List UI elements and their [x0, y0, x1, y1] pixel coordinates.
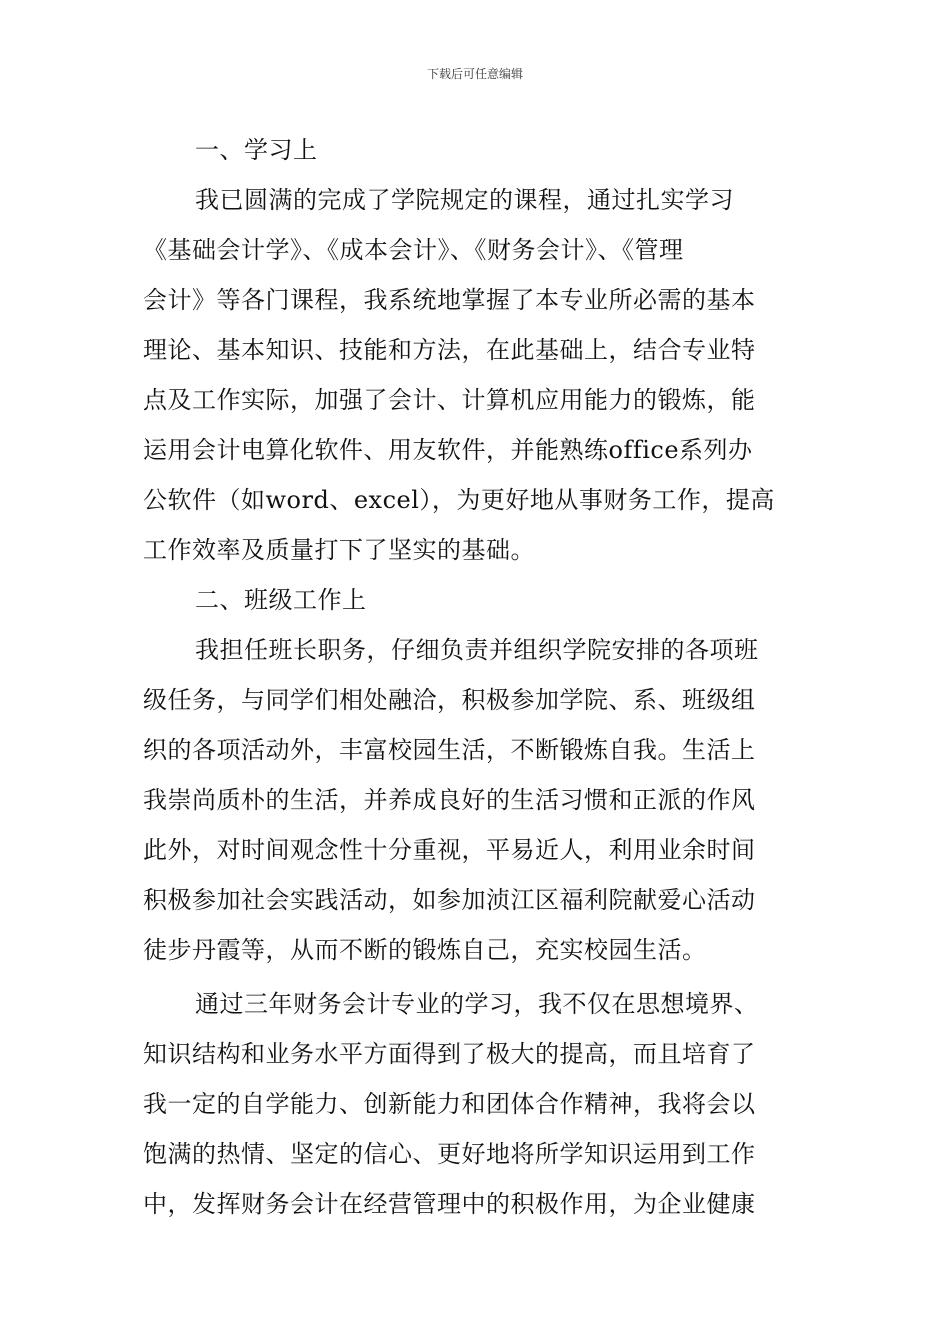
- paragraph-line: 积极参加社会实践活动，如参加浈江区福利院献爱心活动: [143, 886, 756, 914]
- paragraph-line: 点及工作实际，加强了会计、计算机应用能力的锻炼，能: [143, 386, 756, 414]
- paragraph-line: 《基础会计学》、《成本会计》、《财务会计》、《管理: [143, 236, 684, 264]
- paragraph-line: 运用会计电算化软件、用友软件，并能熟练office系列办: [143, 436, 753, 464]
- paragraph-line: 知识结构和业务水平方面得到了极大的提高，而且培育了: [143, 1040, 756, 1068]
- document-body: [143, 125, 808, 1229]
- section-heading-study: 一、学习上: [195, 136, 318, 164]
- paragraph-line: 通过三年财务会计专业的学习，我不仅在思想境界、: [195, 990, 759, 1018]
- paragraph-line: 织的各项活动外，丰富校园生活，不断锻炼自我。生活上: [143, 736, 756, 764]
- paragraph-line: 我崇尚质朴的生活，并养成良好的生活习惯和正派的作风: [143, 786, 756, 814]
- paragraph-line: 饱满的热情、坚定的信心、更好地将所学知识运用到工作: [143, 1140, 756, 1168]
- paragraph-line: 公软件（如word、excel），为更好地从事财务工作，提高: [143, 486, 775, 514]
- paragraph-line: 此外，对时间观念性十分重视，平易近人，利用业余时间: [143, 836, 756, 864]
- paragraph-line: 中，发挥财务会计在经营管理中的积极作用，为企业健康: [143, 1190, 756, 1218]
- paragraph-line: 理论、基本知识、技能和方法，在此基础上，结合专业特: [143, 336, 756, 364]
- paragraph-line: 会计》等各门课程，我系统地掌握了本专业所必需的基本: [143, 286, 756, 314]
- section-heading-class-work: 二、班级工作上: [195, 586, 367, 614]
- paragraph-line: 我一定的自学能力、创新能力和团体合作精神，我将会以: [143, 1090, 756, 1118]
- header-note: 下载后可任意编辑: [426, 67, 523, 81]
- paragraph-line: 级任务，与同学们相处融洽，积极参加学院、系、班级组: [143, 686, 756, 714]
- paragraph-line: 工作效率及质量打下了坚实的基础。: [143, 536, 535, 564]
- paragraph-line: 徒步丹霞等，从而不断的锻炼自己，充实校园生活。: [143, 936, 707, 964]
- paragraph-line: 我担任班长职务，仔细负责并组织学院安排的各项班: [195, 636, 759, 664]
- paragraph-line: 我已圆满的完成了学院规定的课程，通过扎实学习: [195, 186, 734, 214]
